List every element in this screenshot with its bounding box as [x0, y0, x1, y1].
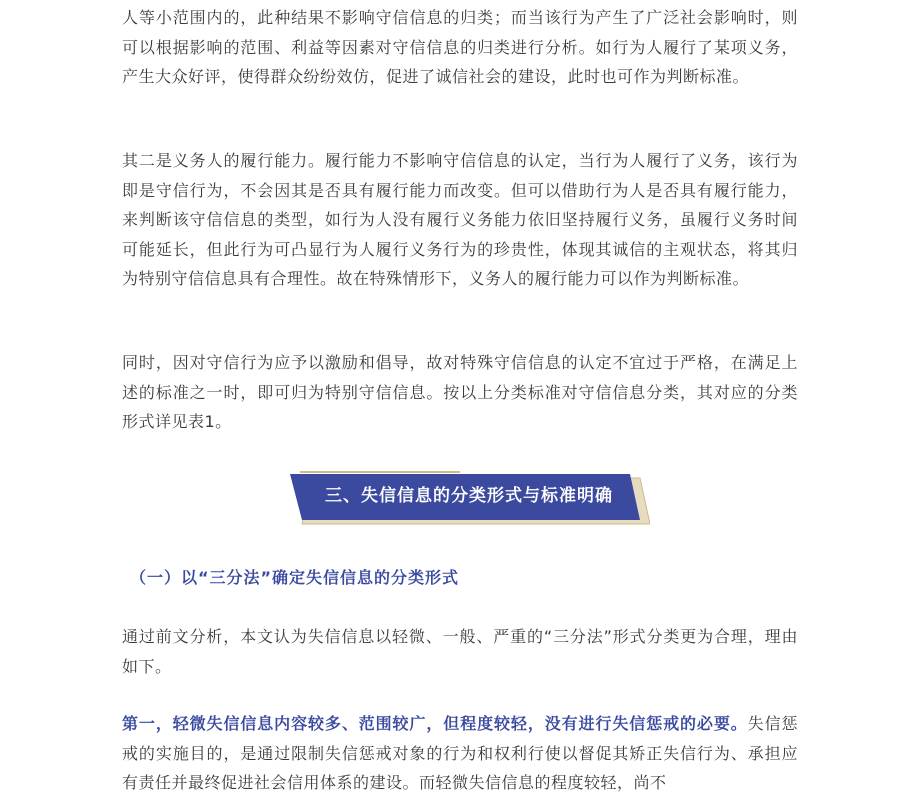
paragraph: 其二是义务人的履行能力。履行能力不影响守信信息的认定，当行为人履行了义务，该行为即是守信行为，不会因其是否具有履行能力而改变。但可以借助行为人是否具有履行能力，来判断该守信信息的类型，如行为人没有履行义务能力依旧坚持履行义务，虽履行义务时间可能延长，但此行为可凸显行为人履行义务行为的珍贵性，体现其诚信的主观状态，将其归为特别守信信息具有合理性。故在特殊情形下，义务人的履行能力可以作为判断标准。	[122, 151, 798, 288]
paragraph	[122, 709, 798, 798]
paragraph: 同时，因对守信行为应予以激励和倡导，故对特殊守信信息的认定不宜过于严格，在满足上述的标准之一时，即可归为特别守信信息。按以上分类标准对守信信息分类，其对应的分类形式详见表1。	[122, 353, 798, 431]
section-heading-banner	[290, 468, 650, 528]
subsection-heading: （一）以“三分法”确定失信信息的分类形式	[130, 568, 460, 587]
paragraph: 通过前文分析，本文认为失信信息以轻微、一般、严重的“三分法”形式分类更为合理，理由如下。	[122, 627, 798, 676]
emphasis-text: 第一，轻微失信信息内容较多、范围较广，但程度较轻，没有进行失信惩戒的必要。	[122, 714, 748, 733]
section-heading: 三、失信信息的分类形式与标准明确	[325, 486, 613, 506]
paragraph-text: 失信惩戒的实施目的，是通过限制失信惩戒对象的行为和权利行使以督促其矫正失信行为、承担应有责任并最终促进社会信用体系的建设。而轻微失信信息的程度较轻，尚不	[122, 714, 798, 792]
paragraph: 人等小范围内的，此种结果不影响守信信息的归类；而当该行为产生了广泛社会影响时，则可以根据影响的范围、利益等因素对守信信息的归类进行分析。如行为人履行了某项义务，产生大众好评，使得群众纷纷效仿，促进了诚信社会的建设，此时也可作为判断标准。	[122, 8, 798, 86]
